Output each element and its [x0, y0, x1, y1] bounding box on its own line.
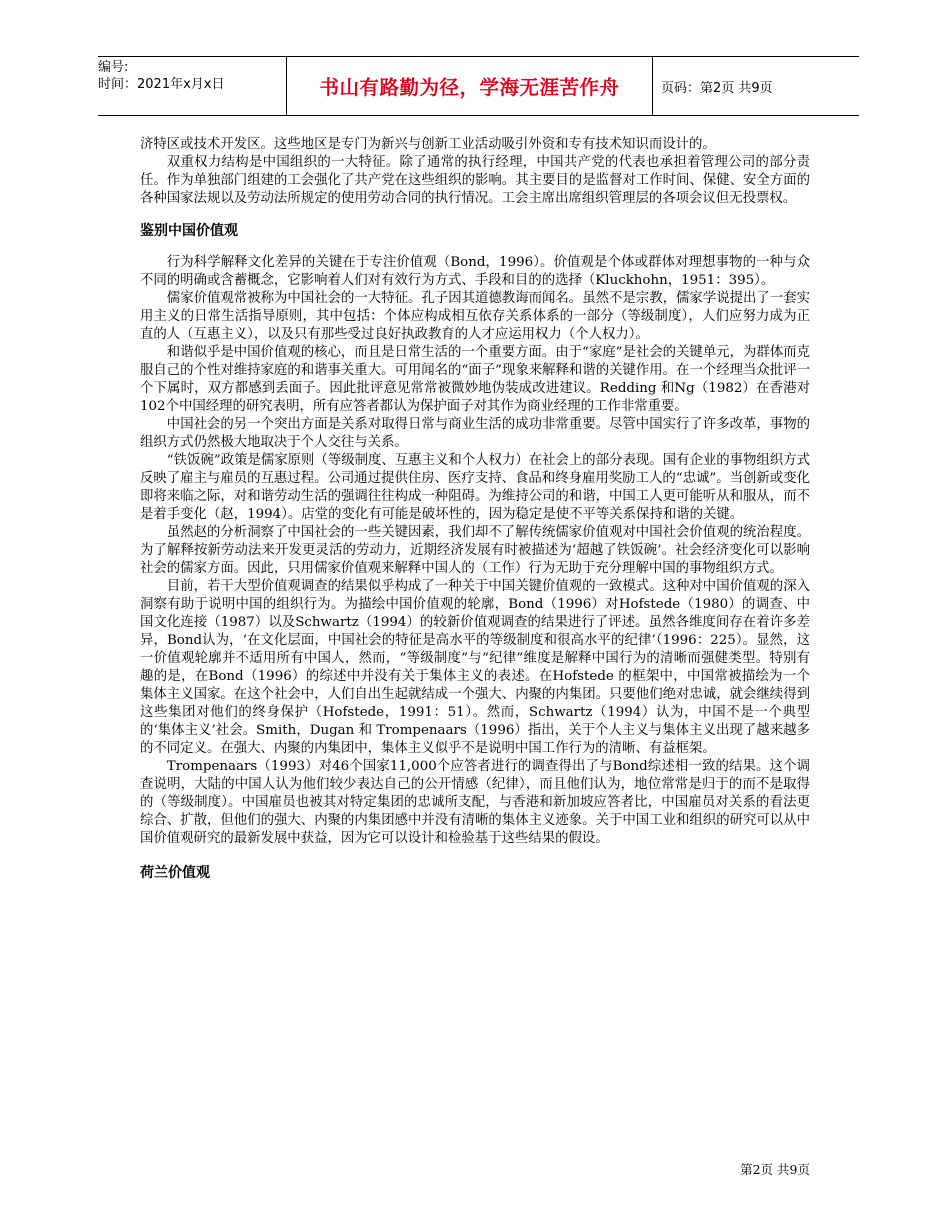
serial-label: 编号:: [98, 60, 129, 75]
section-heading: 荷兰价值观: [140, 865, 210, 881]
header-page-cell: [653, 57, 859, 115]
paragraph: 行为科学解释文化差异的关键在于专注价值观（Bond，1996）。价值观是个体或群体对理想事物的一种与众不同的明确或含蓄概念，它影响着人们对有效行为方式、手段和目的的选择（Kluckhohn，1951：395）。: [140, 255, 810, 288]
paragraph: 中国社会的另一个突出方面是关系对取得日常与商业生活的成功非常重要。尽管中国实行了许多改革，事物的组织方式仍然极大地取决于个人交往与关系。: [140, 417, 810, 450]
footer-page-number: 第2页 共9页: [740, 1162, 810, 1177]
header-meta: [98, 57, 287, 115]
paragraph: “铁饭碗”政策是儒家原则（等级制度、互惠主义和个人权力）在社会上的部分表现。国有企业的事物组织方式反映了雇主与雇员的互惠过程。公司通过提供住房、医疗支持、食品和终身雇用奖励工人的“忠诚”。当创新或变化即将来临之际，对和谐劳动生活的强调往往构成一种阻碍。为维持公司的和谐，中国工人更可能听从和服从，而不是着手变化（赵，1994）。店堂的变化有可能是破坏性的，因为稳定是使不平等关系保持和谐的关键。: [140, 453, 810, 522]
paragraph: 目前，若干大型价值观调查的结果似乎构成了一种关于中国关键价值观的一致模式。这种对中国价值观的深入洞察有助于说明中国的组织行为。为描绘中国价值观的轮廓，Bond（1996）对Hofstede（1980）的调查、中国文化连接（1987）以及Schwartz（1994）的较新价值观调查的结果进行了评述。虽然各维度间存在着许多差异，Bond认为，‘在文化层面，中国社会的特征是高水平的等级制度和很高水平的纪律’（1996：225）。显然，这一价值观轮廓并不适用所有中国人，然而，“等级制度”与“纪律”维度是解释中国行为的清晰而强健类型。特别有趣的是，在Bond（1996）的综述中并没有关于集体主义的表述。在Hofstede 的框架中，中国常被描绘为一个集体主义国家。在这个社会中，人们自出生起就结成一个强大、内聚的内集团。只要他们绝对忠诚，就会继续得到这些集团对他们的终身保护（Hofstede，1991：51）。然而，Schwartz（1994）认为，中国不是一个典型的‘集体主义’社会。Smith，Dugan 和 Trompenaars（1996）指出，关于个人主义与集体主义出现了越来越多的不同定义。在强大、内聚的内集团中，集体主义似乎不是说明中国工作行为的清晰、有益框架。: [140, 579, 810, 756]
paragraph: 虽然赵的分析洞察了中国社会的一些关键因素，我们却不了解传统儒家价值观对中国社会价值观的统治程度。为了解释按新劳动法来开发更灵活的劳动力，近期经济发展有时被描述为‘超越了铁饭碗’。社会经济变化可以影响社会的儒家方面。因此，只用儒家价值观来解释中国人的（工作）行为无助于充分理解中国的事物组织方式。: [140, 525, 810, 576]
motto-text: 书山有路勤为径，学海无涯苦作舟: [319, 76, 620, 99]
header-motto-cell: [287, 57, 653, 115]
paragraph: 儒家价值观常被称为中国社会的一大特征。孔子因其道德教诲而闻名。虽然不是宗教，儒家学说提出了一套实用主义的日常生活指导原则，其中包括：个体应构成相互依存关系体系的一部分（等级制度），人们应努力成为正直的人（互惠主义），以及只有那些受过良好执政教育的人才应运用权力（个人权力）。: [140, 291, 810, 342]
paragraph: 双重权力结构是中国组织的一大特征。除了通常的执行经理，中国共产党的代表也承担着管理公司的部分责任。作为单独部门组建的工会强化了共产党在这些组织的影响。其主要目的是监督对工作时间、保健、安全方面的各种国家法规以及劳动法所规定的使用劳动合同的执行情况。工会主席出席组织管理层的各项会议但无投票权。: [140, 155, 810, 206]
paragraph: 和谐似乎是中国价值观的核心，而且是日常生活的一个重要方面。由于“家庭”是社会的关键单元，为群体而克服自己的个性对维持家庭的和谐事关重大。可用闻名的“面子”现象来解释和谐的关键作用。在一个经理当众批评一个下属时，双方都感到丢面子。因此批评意见常常被微妙地伪装成改进建议。Redding 和Ng（1982）在香港对102个中国经理的研究表明，所有应答者都认为保护面子对其作为商业经理的工作非常重要。: [140, 345, 810, 414]
time-label: 时间：2021年x月x日: [98, 77, 225, 92]
page-label: 页码：第2页 共9页: [661, 80, 773, 96]
paragraph: 济特区或技术开发区。这些地区是专门为新兴与创新工业活动吸引外资和专有技术知识而设计的。: [140, 137, 716, 152]
paragraph: Trompenaars（1993）对46个国家11,000个应答者进行的调查得出了与Bond综述相一致的结果。这个调查说明，大陆的中国人认为他们较少表达自己的公开情感（纪律），而且他们认为，地位常常是归于的而不是取得的（等级制度）。中国雇员也被其对特定集团的忠诚所支配，与香港和新加坡应答者比，中国雇员对关系的看法更综合、扩散，但他们的强大、内聚的内集团感中并没有清晰的集体主义迹象。关于中国工业和组织的研究可以从中国价值观研究的最新发展中获益，因为它可以设计和检验基于这些结果的假设。: [140, 759, 810, 846]
document-body: [140, 136, 810, 898]
section-heading: 鉴别中国价值观: [140, 223, 238, 239]
page-header: [98, 56, 859, 116]
page-footer: [740, 1160, 810, 1178]
